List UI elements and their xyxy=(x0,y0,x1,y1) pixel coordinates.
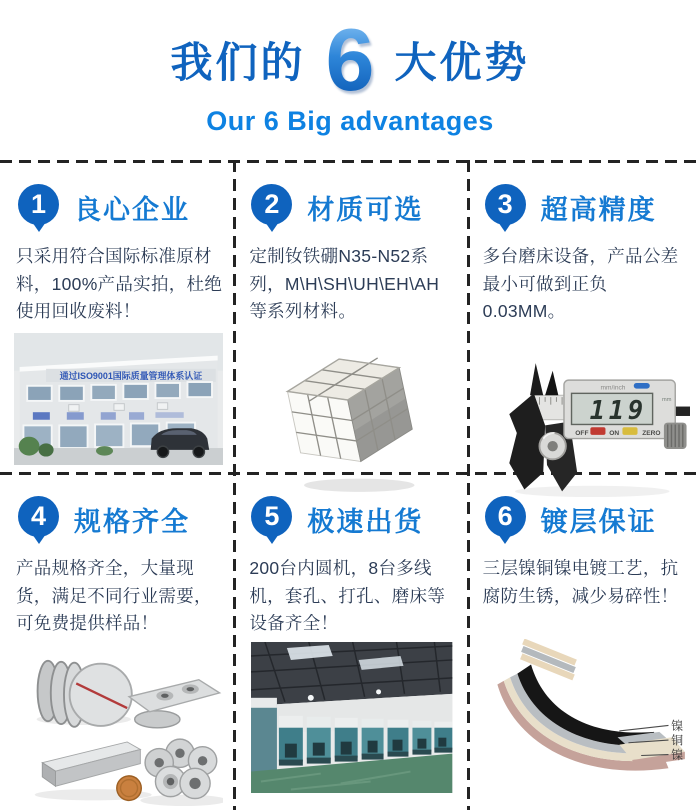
advantage-number: 6 xyxy=(497,500,513,531)
page-header xyxy=(0,0,700,160)
advantage-description: 三层镍铜镍电镀工艺，抗腐防生锈，减少易碎性！ xyxy=(482,558,679,606)
advantage-title: 良心企业 xyxy=(74,194,190,225)
advantages-grid xyxy=(0,160,700,810)
card-head xyxy=(251,495,456,543)
workshop-illustration xyxy=(251,642,452,793)
location-pin-badge xyxy=(251,184,292,225)
advantage-description: 定制钕铁硼N35-N52系列，M\H\SH\UH\EH\AH等系列材料。 xyxy=(249,246,440,322)
cube-cluster xyxy=(283,347,416,473)
location-pin-badge xyxy=(485,184,526,225)
magnet-assortment-photo xyxy=(14,642,223,810)
advantage-title: 超高精度 xyxy=(540,194,657,225)
thumb-wheel xyxy=(664,423,687,449)
card-head xyxy=(251,183,456,231)
disc-magnet-stack xyxy=(37,661,132,727)
page-subtitle: Our 6 Big advantages xyxy=(206,106,494,136)
title-prefix: 我们的 xyxy=(170,39,306,86)
yellow-button xyxy=(622,427,637,435)
layer-label-nickel-bottom: 镍 xyxy=(670,748,683,763)
on-button-label: ON xyxy=(608,429,619,437)
advantage-description: 多台磨床设备，产品公差最小可做到正负0.03MM。 xyxy=(482,246,679,322)
zero-button-label: ZERO xyxy=(641,429,661,437)
card-head xyxy=(485,495,690,543)
advantage-title: 规格齐全 xyxy=(74,506,190,537)
title-suffix: 大优势 xyxy=(394,39,530,86)
advantage-number: 5 xyxy=(264,500,280,531)
advantage-title: 极速出货 xyxy=(307,506,424,537)
factory-building-illustration xyxy=(14,333,223,465)
lcd-display-value: 119 xyxy=(589,395,647,426)
iso-sign-text: 通过ISO9001国际质量管理体系认证 xyxy=(59,371,203,382)
advantage-number: 3 xyxy=(497,188,513,219)
red-button xyxy=(590,427,605,435)
card-head xyxy=(18,495,223,543)
coating-layers-diagram xyxy=(481,639,690,801)
advantages-row-1 xyxy=(0,163,700,472)
advantage-number: 2 xyxy=(264,188,280,219)
factory-building-photo xyxy=(14,333,223,465)
coating-layers-illustration xyxy=(481,639,690,801)
advantage-description: 200台内圆机，8台多线机，套孔、打孔、磨床等设备齐全！ xyxy=(249,558,446,634)
advantage-card-3 xyxy=(467,163,700,472)
lcd-module xyxy=(564,380,675,438)
advantage-description: 只采用符合国际标准原材料，100%产品实拍，杜绝使用回收废料！ xyxy=(16,246,223,322)
advantage-number: 4 xyxy=(30,500,47,531)
copper-coin xyxy=(117,776,142,801)
page-title xyxy=(0,10,700,110)
plate-magnet xyxy=(129,680,220,728)
location-pin-badge xyxy=(18,496,59,537)
workshop-photo xyxy=(247,642,456,793)
ring-magnets xyxy=(140,739,223,806)
measured-ring-magnet xyxy=(539,433,565,459)
advantage-card-6 xyxy=(467,475,700,810)
advantage-description: 产品规格齐全，大量现货，满足不同行业需要，可免费提供样品！ xyxy=(16,558,212,634)
advantage-title: 镀层保证 xyxy=(540,506,657,537)
title-big-number: 6 xyxy=(320,20,381,99)
off-button-label: OFF xyxy=(574,429,589,437)
location-pin-badge xyxy=(18,184,59,225)
advantages-row-2 xyxy=(0,475,700,810)
mm-inch-label: mm/inch xyxy=(600,384,626,392)
unit-label: mm xyxy=(661,396,672,403)
advantage-title: 材质可选 xyxy=(307,194,424,225)
layer-label-nickel-top: 镍 xyxy=(670,719,683,734)
advantage-card-2 xyxy=(233,163,466,472)
advantage-card-4 xyxy=(0,475,233,810)
advantage-number: 1 xyxy=(30,188,47,219)
magnet-assortment-illustration xyxy=(14,642,223,810)
card-head xyxy=(485,183,690,231)
advantage-card-5 xyxy=(233,475,466,810)
blue-button xyxy=(633,383,649,389)
advantage-card-1 xyxy=(0,163,233,472)
card-head xyxy=(18,183,223,231)
location-pin-badge xyxy=(485,496,526,537)
layer-label-copper: 铜 xyxy=(670,733,683,748)
location-pin-badge xyxy=(251,496,292,537)
